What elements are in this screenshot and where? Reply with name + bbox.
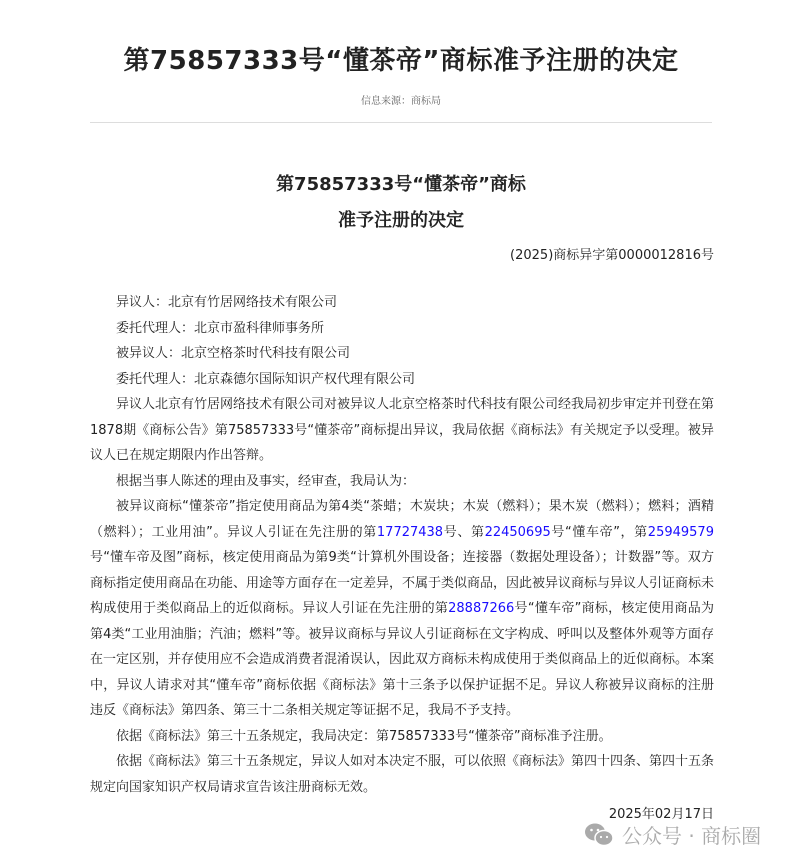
text: 号、第 xyxy=(443,524,485,540)
info-source: 信息来源：商标局 xyxy=(361,96,441,107)
registration-link[interactable]: 25949579 xyxy=(647,524,714,540)
paragraph-decision: 依据《商标法》第三十五条规定，我局决定：第75857333号“懂茶帝”商标准予注册。 xyxy=(116,728,612,744)
text: 号“懂车帝及图”商标，核定使用商品为第9类“计算机外围设备；连接器（数据处理设备）；计数器”等。双方商标指定使用商品在功能、用途等方面存在一定差异，不属于类似商品，因此被异议商标与异议人引证商标未构成使用于类似商品上的近似商标。异议人引证在先注册的第 xyxy=(90,550,715,616)
divider xyxy=(90,122,712,123)
paragraph-background: 异议人北京有竹居网络技术有限公司对被异议人北京空格茶时代科技有限公司经我局初步审定并刊登在第1878期《商标公告》第75857333号“懂茶帝”商标提出异议，我局依据《商标法》有关规定予以受理。被异议人已在规定期限内作出答辩。 xyxy=(90,397,715,463)
text: 号“懂车帝”，第 xyxy=(550,524,648,540)
party-opponent: 异议人：北京有竹居网络技术有限公司 xyxy=(116,295,338,310)
text: 号“懂车帝”商标，核定使用商品为第4类“工业用油脂；汽油；燃料”等。被异议商标与异议人引证商标在文字构成、呼叫以及整体外观等方面存在一定区别，并存使用应不会造成消费者混淆误认，因此双方商标未构成使用于类似商品上的近似商标。本案中，异议人请求对其“懂车帝”商标依据《商标法》第十三条予以保护证据不足。异议人称被异议商标的注册违反《商标法》第四条、第三十二条相关规定等证据不足，我局不予支持。 xyxy=(90,601,715,718)
registration-link[interactable]: 17727438 xyxy=(376,524,444,540)
watermark xyxy=(584,820,761,849)
party-respondent: 被异议人：北京空格茶时代科技有限公司 xyxy=(116,346,351,361)
party-opponent-agent: 委托代理人：北京市盈科律师事务所 xyxy=(116,320,325,336)
decision-date: 2025年02月17日 xyxy=(608,807,714,822)
text: 被异议商标“懂茶帝”指定使用商品为第4类“茶蜡；木炭块；木炭（燃料）；果木炭（燃料）；燃料；酒精（燃料）；工业用油”。异议人引证在先注册的第 xyxy=(90,499,714,540)
registration-link[interactable]: 22450695 xyxy=(484,524,551,540)
doc-subtitle-1: 第75857333号“懂茶帝”商标 xyxy=(276,174,526,195)
doc-subtitle-2: 准予注册的决定 xyxy=(338,210,464,231)
document-body xyxy=(90,290,714,800)
registration-link[interactable]: 28887266 xyxy=(448,601,515,616)
paragraph-review: 根据当事人陈述的理由及事实，经审查，我局认为： xyxy=(116,473,416,489)
paragraph-remedy: 依据《商标法》第三十五条规定，异议人如对本决定不服，可以依照《商标法》第四十四条、第四十五条规定向国家知识产权局请求宣告该注册商标无效。 xyxy=(90,754,715,795)
party-respondent-agent: 委托代理人：北京森德尔国际知识产权代理有限公司 xyxy=(116,371,416,387)
page-title: 第75857333号“懂茶帝”商标准予注册的决定 xyxy=(123,46,679,76)
paragraph-reasoning xyxy=(90,494,714,724)
wechat-icon xyxy=(584,822,614,848)
doc-number: (2025)商标异字第0000012816号 xyxy=(510,248,714,263)
watermark-text: 公众号 · 商标圈 xyxy=(622,824,762,848)
